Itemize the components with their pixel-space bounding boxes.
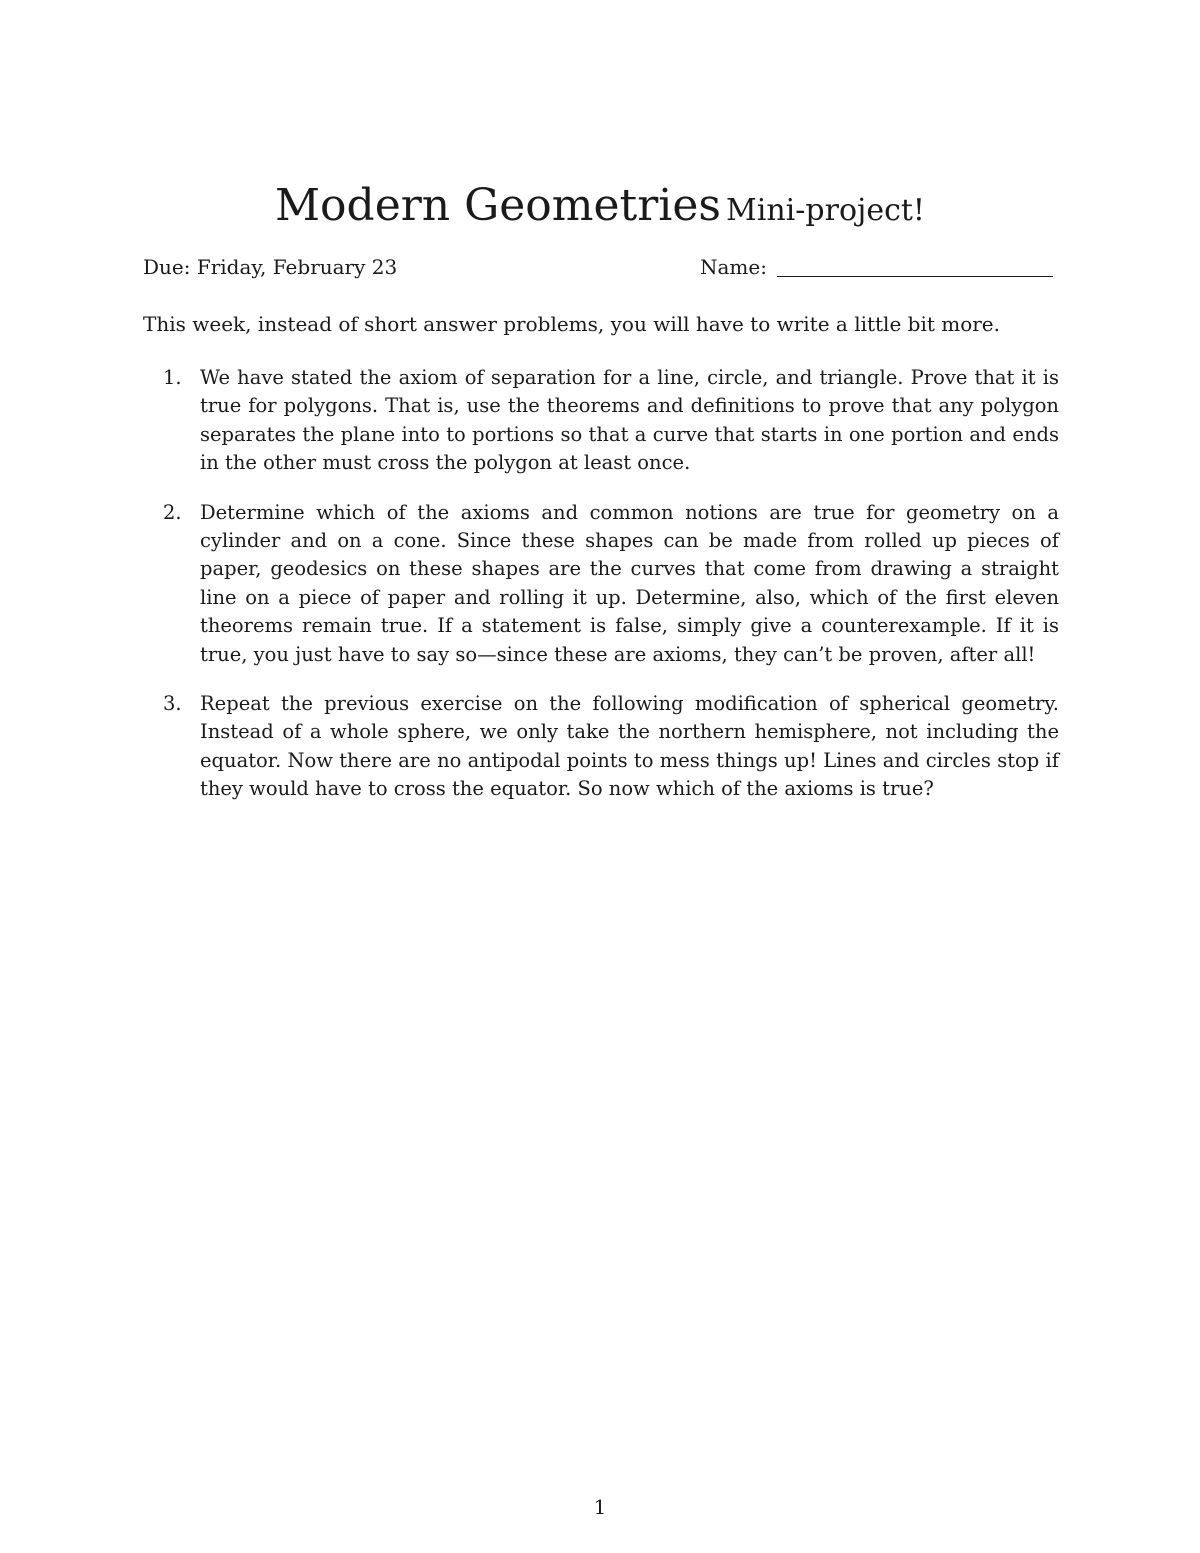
name-blank-line [777, 276, 1053, 277]
problem-text: Determine which of the axioms and common notions are true for geometry on a cylinder and on a cone. Since these shapes can be made from rolled up pieces of paper, geodesics on these shapes are the curves that come from drawing a straight line on a piece of paper and rolling it up. Determine, also, which of the first eleven theorems remain true. If a statement is false, simply give a counterexample. If it is true, you just have to say so—since these are axioms, they can’t be proven, after all! [200, 500, 1059, 666]
problem-text: Repeat the previous exercise on the following modification of spherical geometry. Instead of a whole sphere, we only take the northern hemisphere, not including the equator. Now there are no antipodal points to mess things up! Lines and circles stop if they would have to cross the equator. So now which of the axioms is true? [200, 692, 1059, 801]
problem-text: We have stated the axiom of separation for a line, circle, and triangle. Prove that it is true for polygons. That is, use the theorems and definitions to prove that any polygon separates the plane into to portions so that a curve that starts in one portion and ends in the other must cross the polygon at least once. [200, 366, 1059, 475]
document-title [0, 180, 1200, 231]
problem-item-1 [143, 364, 1059, 478]
problem-item-2 [143, 499, 1059, 669]
problem-item-3 [143, 690, 1059, 804]
page-number: 1 [593, 1495, 607, 1519]
problem-number: 2. [163, 500, 182, 524]
due-date: Due: Friday, February 23 [143, 255, 398, 279]
title-subtitle: Mini-project! [726, 193, 925, 228]
title-main: Modern Geometries [275, 180, 721, 231]
intro-text: This week, instead of short answer problems, you will have to write a little bit more. [143, 312, 1001, 336]
problem-number: 1. [163, 366, 182, 389]
problem-list [143, 364, 1059, 825]
problem-number: 3. [163, 692, 182, 716]
name-label: Name: [700, 255, 767, 279]
